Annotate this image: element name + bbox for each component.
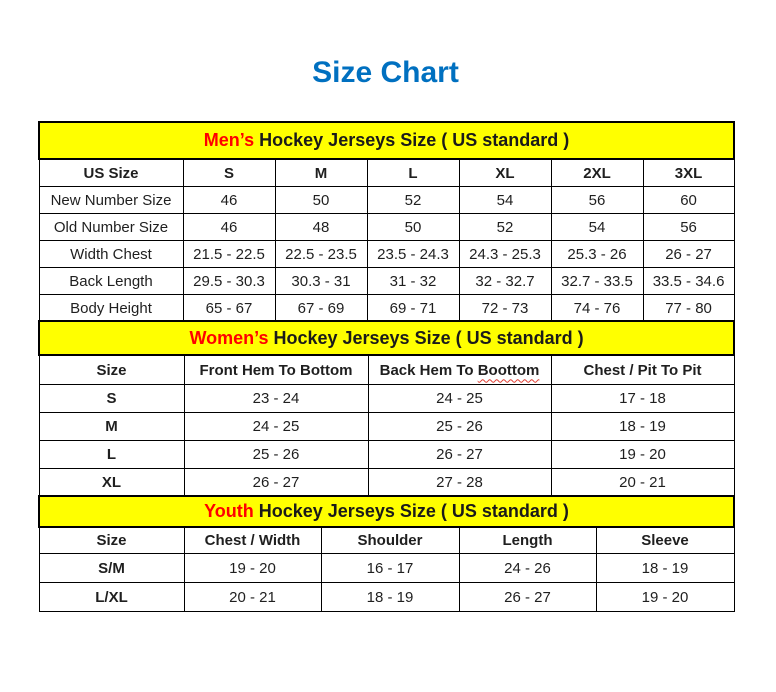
size-value-cell: 26 - 27 — [643, 241, 734, 268]
table-title-band — [39, 496, 734, 527]
size-value-cell: 54 — [551, 214, 643, 241]
table-row — [39, 214, 734, 241]
page-title: Size Chart — [312, 56, 459, 89]
table-row — [39, 385, 734, 413]
row-label: Body Height — [39, 295, 183, 322]
size-value-cell: 69 - 71 — [367, 295, 459, 322]
column-header: 2XL — [551, 159, 643, 187]
size-value-cell: 77 - 80 — [643, 295, 734, 322]
size-value-cell: 31 - 32 — [367, 268, 459, 295]
size-value-cell: 46 — [183, 187, 275, 214]
band-highlight: Men’s — [203, 130, 255, 150]
band-cell — [39, 321, 734, 355]
size-value-cell: 56 — [551, 187, 643, 214]
size-value-cell: 74 - 76 — [551, 295, 643, 322]
size-value-cell: 17 - 18 — [551, 385, 734, 413]
column-header-text: Back Hem To — [379, 361, 478, 379]
size-value-cell: 26 - 27 — [368, 441, 551, 469]
size-value-cell: 16 - 17 — [321, 554, 459, 583]
column-header: 3XL — [643, 159, 734, 187]
size-value-cell: 25.3 - 26 — [551, 241, 643, 268]
table-row — [39, 441, 734, 469]
column-header: M — [275, 159, 367, 187]
size-value-cell: 26 - 27 — [459, 583, 596, 612]
row-label: Back Length — [39, 268, 183, 295]
mens-size-table — [38, 121, 735, 322]
size-value-cell: 19 - 20 — [184, 554, 321, 583]
column-header: Sleeve — [596, 527, 734, 554]
column-header: L — [367, 159, 459, 187]
size-value-cell: 20 - 21 — [551, 469, 734, 497]
size-value-cell: 18 - 19 — [321, 583, 459, 612]
table-row — [39, 241, 734, 268]
band-title-text: Hockey Jerseys Size ( US standard ) — [268, 327, 584, 348]
column-header: Chest / Pit To Pit — [551, 355, 734, 385]
band-highlight: Women’s — [189, 327, 269, 348]
size-chart-sheet — [38, 0, 733, 612]
band-cell — [39, 122, 734, 159]
table-title-band — [39, 122, 734, 159]
size-value-cell: 20 - 21 — [184, 583, 321, 612]
row-label: Old Number Size — [39, 214, 183, 241]
size-value-cell: 67 - 69 — [275, 295, 367, 322]
column-header: XL — [459, 159, 551, 187]
column-header: Shoulder — [321, 527, 459, 554]
size-value-cell: 30.3 - 31 — [275, 268, 367, 295]
womens-size-table — [38, 320, 735, 497]
row-label: L — [39, 441, 184, 469]
column-header: Front Hem To Bottom — [184, 355, 368, 385]
size-value-cell: 46 — [183, 214, 275, 241]
size-value-cell: 52 — [367, 187, 459, 214]
table-row — [39, 187, 734, 214]
row-label: S — [39, 385, 184, 413]
size-value-cell: 32 - 32.7 — [459, 268, 551, 295]
row-label: M — [39, 413, 184, 441]
size-value-cell: 54 — [459, 187, 551, 214]
table-title-band — [39, 321, 734, 355]
band-title-text: Hockey Jerseys Size ( US standard ) — [253, 501, 569, 521]
size-value-cell: 23 - 24 — [184, 385, 368, 413]
row-label: S/M — [39, 554, 184, 583]
size-value-cell: 72 - 73 — [459, 295, 551, 322]
size-value-cell: 24 - 26 — [459, 554, 596, 583]
size-value-cell: 29.5 - 30.3 — [183, 268, 275, 295]
header-row — [39, 527, 734, 554]
column-header — [368, 355, 551, 385]
size-value-cell: 65 - 67 — [183, 295, 275, 322]
size-value-cell: 19 - 20 — [596, 583, 734, 612]
size-value-cell: 24 - 25 — [368, 385, 551, 413]
size-value-cell: 19 - 20 — [551, 441, 734, 469]
size-value-cell: 50 — [367, 214, 459, 241]
youth-size-table — [38, 495, 735, 612]
size-value-cell: 23.5 - 24.3 — [367, 241, 459, 268]
misspelled-word: Boottom — [477, 361, 540, 379]
size-value-cell: 22.5 - 23.5 — [275, 241, 367, 268]
band-title-text: Hockey Jerseys Size ( US standard ) — [254, 130, 570, 150]
size-value-cell: 50 — [275, 187, 367, 214]
size-value-cell: 48 — [275, 214, 367, 241]
size-value-cell: 56 — [643, 214, 734, 241]
header-row — [39, 159, 734, 187]
size-value-cell: 33.5 - 34.6 — [643, 268, 734, 295]
column-header: US Size — [39, 159, 183, 187]
band-cell — [39, 496, 734, 527]
size-value-cell: 32.7 - 33.5 — [551, 268, 643, 295]
size-value-cell: 18 - 19 — [596, 554, 734, 583]
table-row — [39, 554, 734, 583]
size-value-cell: 26 - 27 — [184, 469, 368, 497]
row-label: New Number Size — [39, 187, 183, 214]
size-value-cell: 24.3 - 25.3 — [459, 241, 551, 268]
size-value-cell: 25 - 26 — [368, 413, 551, 441]
row-label: L/XL — [39, 583, 184, 612]
size-value-cell: 25 - 26 — [184, 441, 368, 469]
band-highlight: Youth — [204, 501, 254, 521]
column-header: Size — [39, 527, 184, 554]
row-label: Width Chest — [39, 241, 183, 268]
column-header: Size — [39, 355, 184, 385]
column-header: Length — [459, 527, 596, 554]
table-row — [39, 469, 734, 497]
header-row — [39, 355, 734, 385]
size-value-cell: 24 - 25 — [184, 413, 368, 441]
table-row — [39, 583, 734, 612]
table-row — [39, 268, 734, 295]
column-header: Chest / Width — [184, 527, 321, 554]
size-value-cell: 27 - 28 — [368, 469, 551, 497]
column-header: S — [183, 159, 275, 187]
size-value-cell: 21.5 - 22.5 — [183, 241, 275, 268]
size-value-cell: 60 — [643, 187, 734, 214]
size-value-cell: 52 — [459, 214, 551, 241]
row-label: XL — [39, 469, 184, 497]
table-row — [39, 413, 734, 441]
size-value-cell: 18 - 19 — [551, 413, 734, 441]
table-row — [39, 295, 734, 322]
